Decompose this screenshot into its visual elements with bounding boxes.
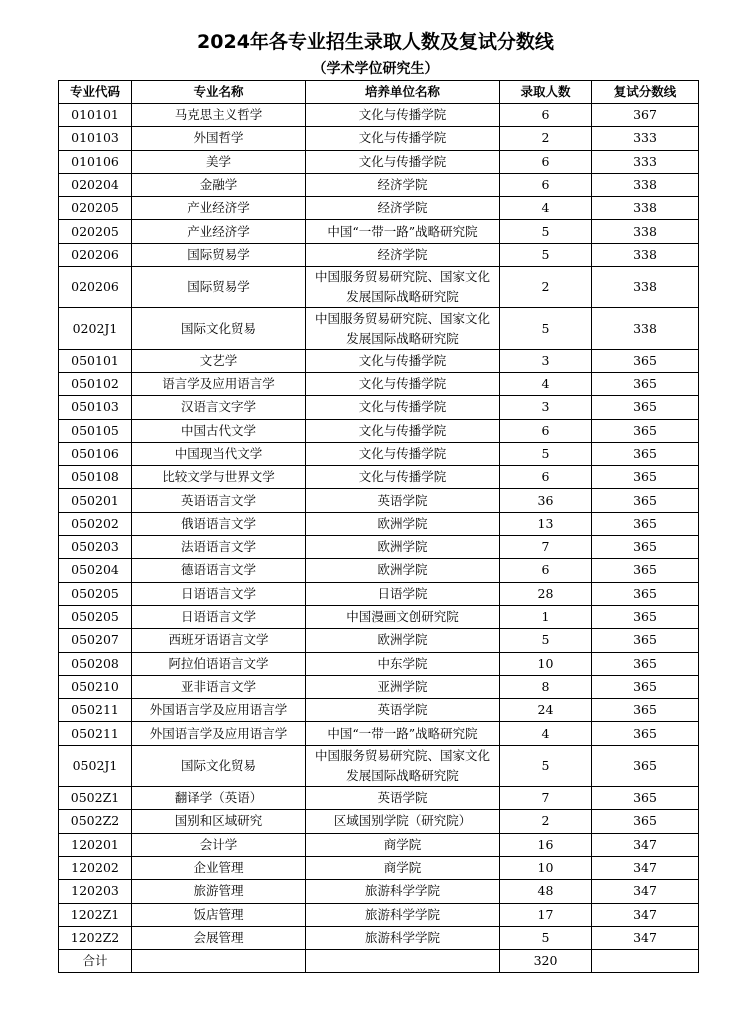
unit-cell [306, 267, 500, 308]
code-cell: 0202J1 [59, 308, 132, 349]
code-cell: 050208 [59, 652, 132, 675]
major-cell: 美学 [132, 150, 306, 173]
major-cell: 日语语言文学 [132, 582, 306, 605]
unit-line-1: 中国服务贸易研究院、国家文化 [314, 269, 490, 285]
header-score: 复试分数线 [592, 81, 699, 104]
unit-cell: 旅游科学学院 [306, 903, 500, 926]
table-row [59, 880, 699, 903]
unit-cell: 商学院 [306, 833, 500, 856]
code-cell: 050108 [59, 466, 132, 489]
unit-cell: 欧洲学院 [306, 629, 500, 652]
table-row [59, 197, 699, 220]
page-title: 2024年各专业招生录取人数及复试分数线 [197, 31, 554, 53]
count-cell: 3 [500, 349, 592, 372]
score-cell: 333 [592, 150, 699, 173]
table-row [59, 559, 699, 582]
count-cell: 48 [500, 880, 592, 903]
table-row [59, 220, 699, 243]
count-cell: 17 [500, 903, 592, 926]
code-cell: 0502J1 [59, 745, 132, 786]
table-row [59, 699, 699, 722]
header-unit: 培养单位名称 [306, 81, 500, 104]
count-cell: 7 [500, 536, 592, 559]
score-cell: 338 [592, 243, 699, 266]
score-cell: 365 [592, 699, 699, 722]
score-cell: 365 [592, 419, 699, 442]
count-cell: 2 [500, 127, 592, 150]
major-cell: 日语语言文学 [132, 605, 306, 628]
unit-cell [306, 745, 500, 786]
table-row [59, 349, 699, 372]
count-cell: 24 [500, 699, 592, 722]
unit-line-1: 中国服务贸易研究院、国家文化 [314, 310, 490, 326]
count-cell: 2 [500, 267, 592, 308]
table-row [59, 745, 699, 786]
unit-cell: 经济学院 [306, 173, 500, 196]
score-cell: 365 [592, 349, 699, 372]
code-cell: 010101 [59, 104, 132, 127]
table-row [59, 308, 699, 349]
table-row [59, 466, 699, 489]
count-cell: 16 [500, 833, 592, 856]
count-cell: 28 [500, 582, 592, 605]
major-cell: 饭店管理 [132, 903, 306, 926]
count-cell: 6 [500, 150, 592, 173]
code-cell: 1202Z2 [59, 926, 132, 949]
count-cell: 36 [500, 489, 592, 512]
score-cell: 365 [592, 489, 699, 512]
major-cell: 国别和区域研究 [132, 810, 306, 833]
count-cell: 4 [500, 197, 592, 220]
count-cell: 6 [500, 559, 592, 582]
code-cell: 050211 [59, 699, 132, 722]
major-cell: 国际贸易学 [132, 243, 306, 266]
count-cell: 1 [500, 605, 592, 628]
major-cell: 产业经济学 [132, 220, 306, 243]
major-cell: 会计学 [132, 833, 306, 856]
table-row [59, 267, 699, 308]
code-cell: 120203 [59, 880, 132, 903]
table-row [59, 903, 699, 926]
unit-cell: 欧洲学院 [306, 512, 500, 535]
code-cell: 050102 [59, 372, 132, 395]
code-cell: 020204 [59, 173, 132, 196]
code-cell: 050205 [59, 605, 132, 628]
table-row [59, 419, 699, 442]
table-row [59, 605, 699, 628]
table-row [59, 173, 699, 196]
table-row [59, 833, 699, 856]
score-cell: 365 [592, 442, 699, 465]
unit-cell: 中国“一带一路”战略研究院 [306, 722, 500, 745]
code-cell: 050211 [59, 722, 132, 745]
score-cell: 347 [592, 880, 699, 903]
unit-cell: 旅游科学学院 [306, 880, 500, 903]
score-cell: 365 [592, 810, 699, 833]
table-row [59, 372, 699, 395]
code-cell: 120202 [59, 856, 132, 879]
count-cell: 6 [500, 173, 592, 196]
score-cell: 338 [592, 267, 699, 308]
score-cell: 338 [592, 197, 699, 220]
total-label: 合计 [59, 950, 132, 973]
total-empty-unit [306, 950, 500, 973]
count-cell: 13 [500, 512, 592, 535]
code-cell: 0502Z2 [59, 810, 132, 833]
major-cell: 德语语言文学 [132, 559, 306, 582]
score-cell: 365 [592, 536, 699, 559]
total-empty-score [592, 950, 699, 973]
unit-cell: 文化与传播学院 [306, 466, 500, 489]
score-cell: 365 [592, 582, 699, 605]
code-cell: 120201 [59, 833, 132, 856]
code-cell: 0502Z1 [59, 787, 132, 810]
major-cell: 金融学 [132, 173, 306, 196]
major-cell: 中国古代文学 [132, 419, 306, 442]
score-cell: 365 [592, 512, 699, 535]
major-cell: 外国哲学 [132, 127, 306, 150]
major-cell: 文艺学 [132, 349, 306, 372]
unit-cell: 欧洲学院 [306, 559, 500, 582]
unit-cell: 商学院 [306, 856, 500, 879]
count-cell: 5 [500, 629, 592, 652]
table-body [59, 104, 699, 950]
count-cell: 8 [500, 675, 592, 698]
unit-cell: 文化与传播学院 [306, 127, 500, 150]
code-cell: 050106 [59, 442, 132, 465]
count-cell: 5 [500, 442, 592, 465]
major-cell: 俄语语言文学 [132, 512, 306, 535]
unit-cell: 旅游科学学院 [306, 926, 500, 949]
unit-cell: 中国“一带一路”战略研究院 [306, 220, 500, 243]
unit-cell: 文化与传播学院 [306, 104, 500, 127]
count-cell: 2 [500, 810, 592, 833]
page-subtitle: （学术学位研究生） [312, 61, 439, 77]
score-cell: 365 [592, 787, 699, 810]
unit-cell: 亚洲学院 [306, 675, 500, 698]
score-cell: 367 [592, 104, 699, 127]
unit-cell: 经济学院 [306, 197, 500, 220]
count-cell: 4 [500, 372, 592, 395]
code-cell: 050203 [59, 536, 132, 559]
unit-cell: 文化与传播学院 [306, 349, 500, 372]
score-cell: 338 [592, 308, 699, 349]
unit-cell: 欧洲学院 [306, 536, 500, 559]
header-code: 专业代码 [59, 81, 132, 104]
major-cell: 旅游管理 [132, 880, 306, 903]
count-cell: 5 [500, 220, 592, 243]
score-cell: 365 [592, 466, 699, 489]
code-cell: 050101 [59, 349, 132, 372]
code-cell: 020205 [59, 197, 132, 220]
total-count: 320 [500, 950, 592, 973]
score-cell: 365 [592, 559, 699, 582]
total-row [59, 950, 699, 973]
major-cell: 外国语言学及应用语言学 [132, 699, 306, 722]
unit-cell: 文化与传播学院 [306, 150, 500, 173]
table-row [59, 150, 699, 173]
score-cell: 338 [592, 220, 699, 243]
unit-cell: 中东学院 [306, 652, 500, 675]
unit-cell: 中国漫画文创研究院 [306, 605, 500, 628]
major-cell: 会展管理 [132, 926, 306, 949]
code-cell: 050202 [59, 512, 132, 535]
unit-cell: 英语学院 [306, 787, 500, 810]
count-cell: 10 [500, 652, 592, 675]
count-cell: 6 [500, 104, 592, 127]
table-row [59, 629, 699, 652]
count-cell: 5 [500, 243, 592, 266]
unit-cell: 文化与传播学院 [306, 442, 500, 465]
major-cell: 翻译学（英语） [132, 787, 306, 810]
table-header-row [59, 81, 699, 104]
unit-cell: 文化与传播学院 [306, 396, 500, 419]
score-cell: 365 [592, 675, 699, 698]
unit-line-2: 发展国际战略研究院 [346, 289, 459, 305]
code-cell: 050103 [59, 396, 132, 419]
unit-cell: 英语学院 [306, 699, 500, 722]
table-row [59, 787, 699, 810]
unit-cell: 英语学院 [306, 489, 500, 512]
unit-cell: 日语学院 [306, 582, 500, 605]
code-cell: 050105 [59, 419, 132, 442]
score-cell: 333 [592, 127, 699, 150]
major-cell: 马克思主义哲学 [132, 104, 306, 127]
major-cell: 中国现当代文学 [132, 442, 306, 465]
count-cell: 5 [500, 926, 592, 949]
count-cell: 10 [500, 856, 592, 879]
code-cell: 020206 [59, 243, 132, 266]
table-row [59, 442, 699, 465]
code-cell: 050205 [59, 582, 132, 605]
major-cell: 亚非语言文学 [132, 675, 306, 698]
score-cell: 365 [592, 722, 699, 745]
score-cell: 347 [592, 926, 699, 949]
count-cell: 5 [500, 308, 592, 349]
code-cell: 020206 [59, 267, 132, 308]
code-cell: 050207 [59, 629, 132, 652]
table-row [59, 243, 699, 266]
table-row [59, 652, 699, 675]
score-cell: 365 [592, 629, 699, 652]
total-empty-major [132, 950, 306, 973]
major-cell: 语言学及应用语言学 [132, 372, 306, 395]
table-row [59, 856, 699, 879]
table-row [59, 512, 699, 535]
unit-line-2: 发展国际战略研究院 [346, 330, 459, 346]
unit-cell: 经济学院 [306, 243, 500, 266]
admission-table [58, 80, 699, 973]
major-cell: 比较文学与世界文学 [132, 466, 306, 489]
count-cell: 7 [500, 787, 592, 810]
table-row [59, 582, 699, 605]
table-row [59, 810, 699, 833]
table-row [59, 536, 699, 559]
count-cell: 6 [500, 419, 592, 442]
count-cell: 4 [500, 722, 592, 745]
code-cell: 020205 [59, 220, 132, 243]
unit-line-2: 发展国际战略研究院 [346, 767, 459, 783]
score-cell: 338 [592, 173, 699, 196]
table-row [59, 127, 699, 150]
major-cell: 国际文化贸易 [132, 745, 306, 786]
unit-cell: 区域国别学院（研究院） [306, 810, 500, 833]
unit-cell [306, 308, 500, 349]
score-cell: 365 [592, 396, 699, 419]
count-cell: 6 [500, 466, 592, 489]
major-cell: 外国语言学及应用语言学 [132, 722, 306, 745]
major-cell: 产业经济学 [132, 197, 306, 220]
major-cell: 阿拉伯语语言文学 [132, 652, 306, 675]
table-row [59, 489, 699, 512]
score-cell: 365 [592, 372, 699, 395]
code-cell: 050210 [59, 675, 132, 698]
score-cell: 347 [592, 903, 699, 926]
count-cell: 3 [500, 396, 592, 419]
table-row [59, 722, 699, 745]
header-count: 录取人数 [500, 81, 592, 104]
count-cell: 5 [500, 745, 592, 786]
code-cell: 050201 [59, 489, 132, 512]
table-row [59, 926, 699, 949]
major-cell: 企业管理 [132, 856, 306, 879]
unit-line-1: 中国服务贸易研究院、国家文化 [314, 747, 490, 763]
score-cell: 365 [592, 745, 699, 786]
major-cell: 西班牙语语言文学 [132, 629, 306, 652]
major-cell: 国际贸易学 [132, 267, 306, 308]
major-cell: 法语语言文学 [132, 536, 306, 559]
table-row [59, 104, 699, 127]
header-major: 专业名称 [132, 81, 306, 104]
code-cell: 050204 [59, 559, 132, 582]
code-cell: 010103 [59, 127, 132, 150]
score-cell: 365 [592, 652, 699, 675]
code-cell: 010106 [59, 150, 132, 173]
table-row [59, 396, 699, 419]
score-cell: 347 [592, 833, 699, 856]
major-cell: 英语语言文学 [132, 489, 306, 512]
major-cell: 国际文化贸易 [132, 308, 306, 349]
score-cell: 347 [592, 856, 699, 879]
unit-cell: 文化与传播学院 [306, 372, 500, 395]
table-row [59, 675, 699, 698]
code-cell: 1202Z1 [59, 903, 132, 926]
major-cell: 汉语言文字学 [132, 396, 306, 419]
unit-cell: 文化与传播学院 [306, 419, 500, 442]
score-cell: 365 [592, 605, 699, 628]
